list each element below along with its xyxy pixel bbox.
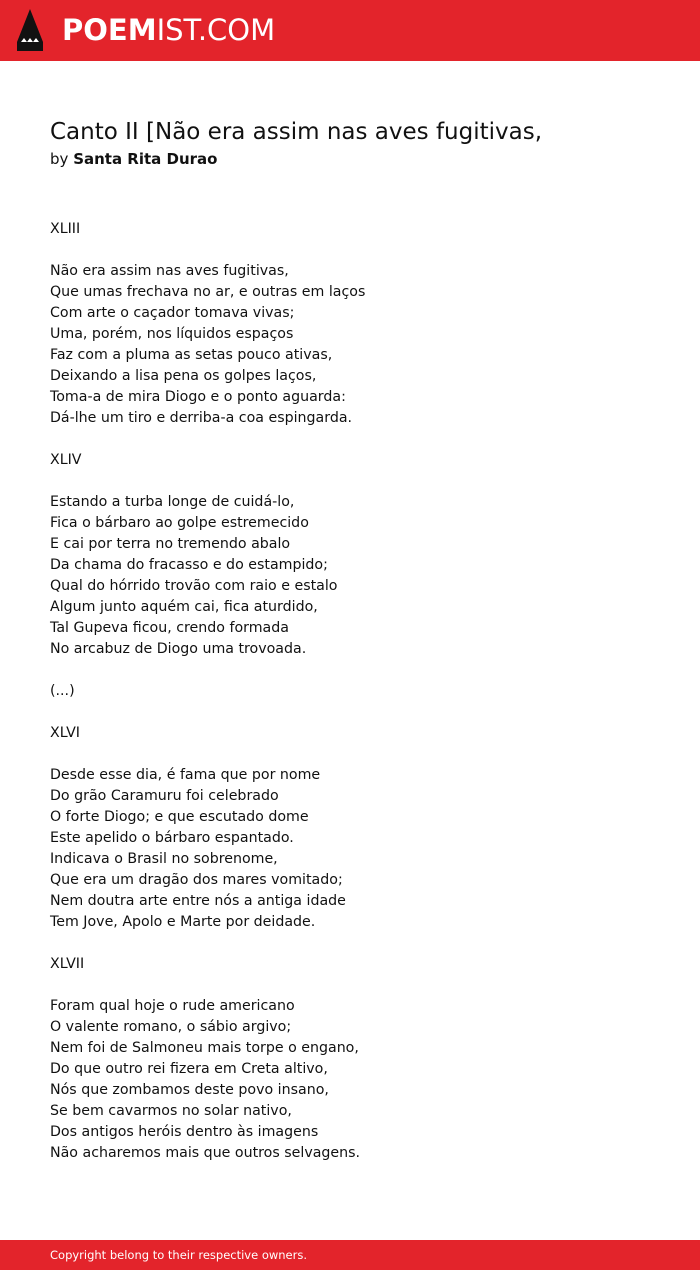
poem-line: Da chama do fracasso e do estampido; xyxy=(50,557,328,573)
poem-line: Foram qual hoje o rude americano xyxy=(50,998,295,1014)
author-name[interactable]: Santa Rita Durao xyxy=(73,150,218,168)
poem-line: O forte Diogo; e que escutado dome xyxy=(50,809,309,825)
poem-line: Nem foi de Salmoneu mais torpe o engano, xyxy=(50,1040,359,1056)
site-header xyxy=(0,0,700,61)
poem-line: Tal Gupeva ficou, crendo formada xyxy=(50,620,289,636)
pen-nib-icon[interactable] xyxy=(17,9,43,51)
poem-line xyxy=(50,429,670,450)
poem-line: Tem Jove, Apolo e Marte por deidade. xyxy=(50,914,316,930)
poem-line xyxy=(50,933,670,954)
poem-line xyxy=(50,471,670,492)
poem-line: No arcabuz de Diogo uma trovoada. xyxy=(50,641,307,657)
poem-line: (...) xyxy=(50,683,75,699)
byline xyxy=(50,148,217,170)
poem-line: Do grão Caramuru foi celebrado xyxy=(50,788,279,804)
site-footer xyxy=(0,1240,700,1270)
poem-line: E cai por terra no tremendo abalo xyxy=(50,536,291,552)
poem-line: Dá-lhe um tiro e derriba-a coa espingarda. xyxy=(50,410,353,426)
poem-line xyxy=(50,240,670,261)
poem-line: Desde esse dia, é fama que por nome xyxy=(50,767,321,783)
poem-line: O valente romano, o sábio argivo; xyxy=(50,1019,292,1035)
poem-line: Fica o bárbaro ao golpe estremecido xyxy=(50,515,309,531)
poem-body xyxy=(50,219,670,1164)
poem-line: Que era um dragão dos mares vomitado; xyxy=(50,872,343,888)
poem-line: XLIII xyxy=(50,221,81,237)
logo-text-light: IST.COM xyxy=(156,13,276,47)
poem-line: Nem doutra arte entre nós a antiga idade xyxy=(50,893,346,909)
poem-line xyxy=(50,702,670,723)
poem-line xyxy=(50,744,670,765)
poem-line: XLVII xyxy=(50,956,85,972)
poem-line xyxy=(50,660,670,681)
poem-line: Uma, porém, nos líquidos espaços xyxy=(50,326,294,342)
poem-line: Não era assim nas aves fugitivas, xyxy=(50,263,289,279)
poem-line: Nós que zombamos deste povo insano, xyxy=(50,1082,329,1098)
logo-text-bold: POEM xyxy=(62,13,157,47)
poem-line xyxy=(50,975,670,996)
poem-line: Dos antigos heróis dentro às imagens xyxy=(50,1124,319,1140)
by-label: by xyxy=(50,150,69,168)
poem-line: Este apelido o bárbaro espantado. xyxy=(50,830,294,846)
poem-line: Estando a turba longe de cuidá-lo, xyxy=(50,494,295,510)
poem-line: Algum junto aquém cai, fica aturdido, xyxy=(50,599,318,615)
poem-line: Toma-a de mira Diogo e o ponto aguarda: xyxy=(50,389,346,405)
site-logo[interactable] xyxy=(62,11,275,49)
poem-line: Qual do hórrido trovão com raio e estalo xyxy=(50,578,338,594)
poem-line: XLIV xyxy=(50,452,82,468)
poem-line: Deixando a lisa pena os golpes laços, xyxy=(50,368,317,384)
poem-line: Não acharemos mais que outros selvagens. xyxy=(50,1145,361,1161)
poem-line: Com arte o caçador tomava vivas; xyxy=(50,305,295,321)
poem-line: Faz com a pluma as setas pouco ativas, xyxy=(50,347,333,363)
poem-title: Canto II [Não era assim nas aves fugitivas, xyxy=(50,119,543,145)
poem-line: Que umas frechava no ar, e outras em laços xyxy=(50,284,366,300)
poem-line: XLVI xyxy=(50,725,80,741)
copyright-text: Copyright belong to their respective owners. xyxy=(50,1248,308,1262)
poem-line: Se bem cavarmos no solar nativo, xyxy=(50,1103,292,1119)
poem-line: Indicava o Brasil no sobrenome, xyxy=(50,851,278,867)
poem-line: Do que outro rei fizera em Creta altivo, xyxy=(50,1061,328,1077)
